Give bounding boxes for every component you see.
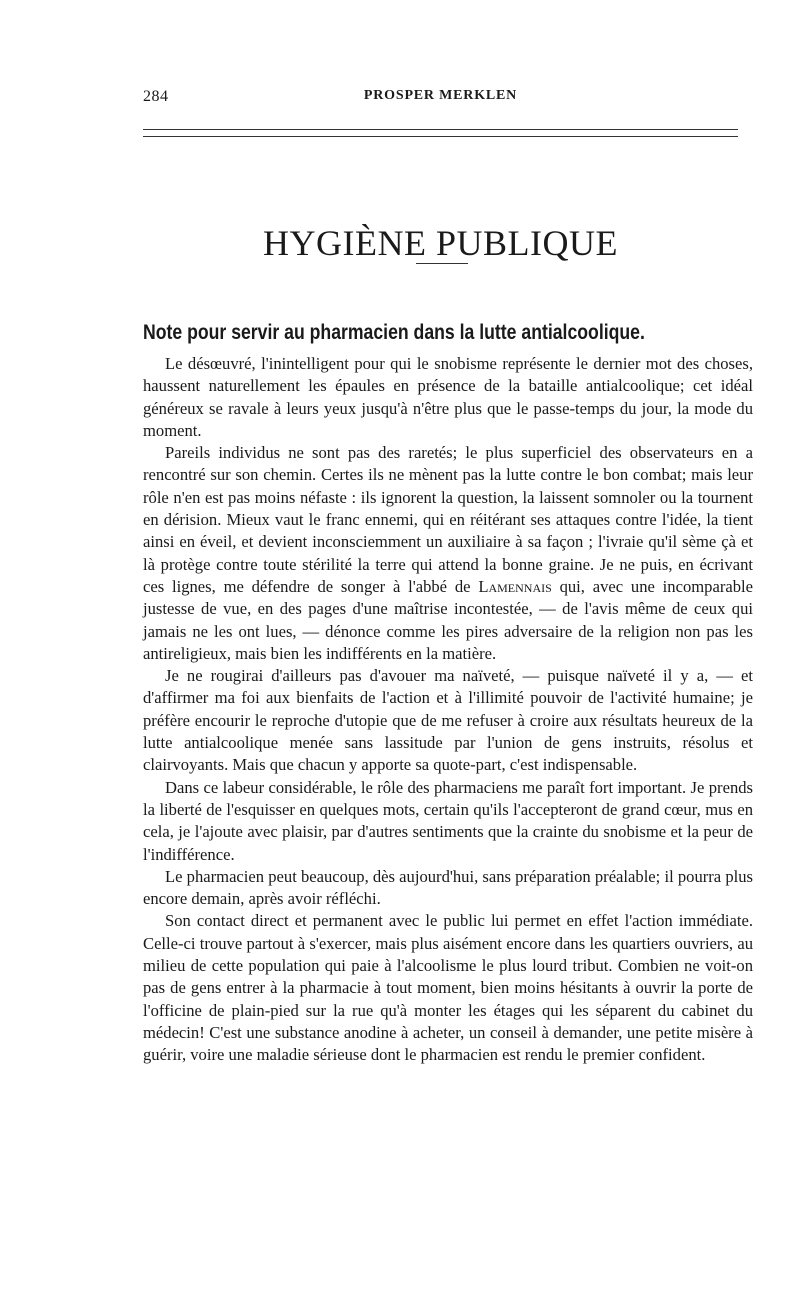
author-name-lamennais: Lamennais	[478, 576, 552, 596]
running-title: PROSPER MERKLEN	[363, 88, 518, 103]
paragraph-5: Le pharmacien peut beaucoup, dès aujourd'hui, sans préparation préalable; il pourra plus encore demain, après avoir réfléchi.	[143, 866, 753, 909]
paragraph-2-part-2: qui, avec une incomparable justesse de vue, en des pages d'une maîtrise incontestée, — de l'avis même de ceux qui jamais ne les ont lues, — dénonce comme les pires adversaire de la religion non pas les antireligieux, mais bien les indifférents en la matière.	[143, 576, 753, 663]
paragraph-6: Son contact direct et permanent avec le public lui permet en effet l'action immédiate. Celle-ci trouve partout à s'exercer, mais plus aisément encore dans les quartiers ouvriers, au milieu de cette population qui paie à l'alcoolisme le plus lourd tribut. Combien ne voit-on pas de gens entrer à la pharmacie à tout moment, bien moins hésitants à ouvrir la porte de l'officine de plain-pied sur la rue qu'à monter les étages qui les séparent du cabinet du médecin! C'est une substance anodine à acheter, un conseil à demander, une petite misère à guérir, voire une maladie sérieuse dont le pharmacien est rendu le premier confident.	[143, 911, 753, 1065]
header-rule-bottom	[143, 136, 738, 137]
section-title: HYGIÈNE PUBLIQUE	[263, 223, 618, 264]
paragraph-2-part-1: Pareils individus ne sont pas des raretés; le plus superficiel des observateurs en a rencontré sur son chemin. Certes ils ne mènent pas la lutte contre le bon combat; mais leur rôle n'en est pas moins néfaste : ils ignorent la question, la laissent somnoler ou la tournent en dérision. Mieux vaut le franc ennemi, qui en réitérant ses attaques contre l'idée, la tient ainsi en éveil, et devient inconsciemment un auxiliaire à sa façon ; l'ivraie qu'il sème çà et là protège contre toute stérilité la terre qui attend la bonne graine. Je ne puis, en écrivant ces lignes, me défendre de songer à l'abbé de	[143, 443, 753, 596]
article-subtitle: Note pour servir au pharmacien dans la lutte antialcoolique.	[143, 321, 645, 345]
paragraph-4: Dans ce labeur considérable, le rôle des pharmaciens me paraît fort important. Je prends la liberté de l'esquisser en quelques mots, certain qu'ils l'accepteront de grand cœur, mus en cela, je l'ajoute avec plaisir, par d'autres sentiments que la crainte du snobisme et la peur de l'indifférence.	[143, 777, 753, 864]
paragraph-2	[143, 442, 753, 665]
paragraph-3: Je ne rougirai d'ailleurs pas d'avouer ma naïveté, — puisque naïveté il y a, — et d'affirmer ma foi aux bienfaits de l'action et à l'illimité pouvoir de l'activité humaine; je préfère encourir le reproche d'utopie que de me refuser à croire aux résultats heureux de la lutte antialcoolique menée sans lassitude par l'union de gens instruits, résolus et clairvoyants. Mais que chacun y apporte sa quote-part, c'est indispensable.	[143, 666, 753, 775]
page-number: 284	[143, 88, 169, 105]
paragraph-1: Le désœuvré, l'inintelligent pour qui le snobisme représente le dernier mot des choses, haussent naturellement les épaules en présence de la bataille antialcoolique; cet idéal généreux se ravale à leurs yeux jusqu'à n'être plus que le passe-temps du jour, la mode du moment.	[143, 354, 753, 440]
title-separator	[416, 263, 468, 264]
article-body	[143, 353, 753, 1067]
running-header	[143, 88, 738, 112]
header-rule-top	[143, 129, 738, 130]
